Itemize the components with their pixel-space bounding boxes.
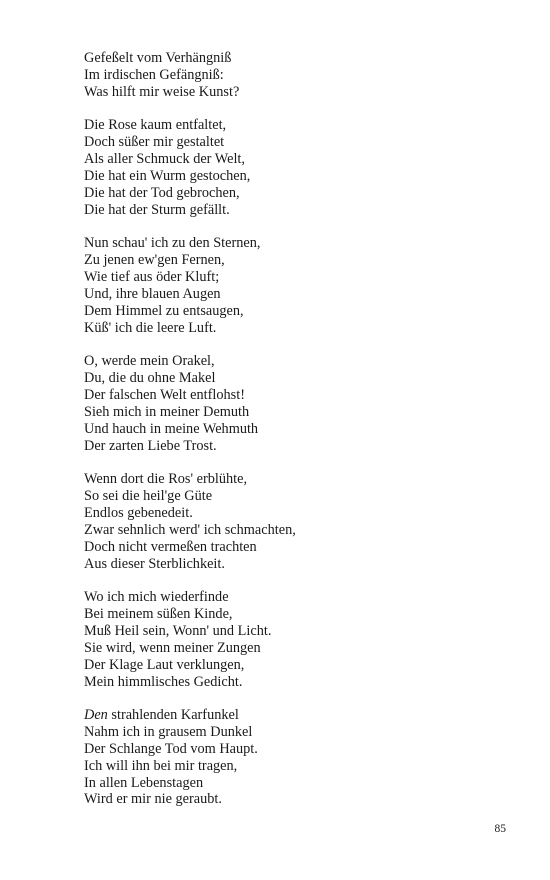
verse-line: Dem Himmel zu entsaugen, [84, 302, 244, 319]
stanza-4 [84, 353, 504, 454]
verse-line: Die hat der Tod gebrochen, [84, 184, 240, 201]
poem [84, 50, 504, 825]
verse-line: Wie tief aus öder Kluft; [84, 268, 220, 285]
verse-line: Die hat ein Wurm gestochen, [84, 167, 251, 184]
verse-line: Gefeßelt vom Verhängniß [84, 50, 232, 66]
verse-line: Und hauch in meine Wehmuth [84, 420, 259, 437]
verse-line: Doch süßer mir gestaltet [84, 134, 225, 151]
verse-line: Nun schau' ich zu den Sternen, [84, 235, 261, 252]
verse-line: O, werde mein Orakel, [84, 353, 215, 370]
verse-line: Im irdischen Gefängniß: [84, 66, 224, 83]
verse-line [84, 707, 504, 724]
verse-line: In allen Lebenstagen [84, 774, 204, 791]
verse-line: Endlos gebenedeit. [84, 504, 193, 521]
stanza-6 [84, 589, 504, 690]
verse-line: Wo ich mich wiederfinde [84, 588, 229, 605]
verse-line: Bei meinem süßen Kinde, [84, 605, 233, 622]
verse-line: Und, ihre blauen Augen [84, 285, 221, 302]
verse-line: Die hat der Sturm gefällt. [84, 201, 230, 218]
verse-line: Mein himmlisches Gedicht. [84, 673, 243, 690]
verse-line: Doch nicht vermeßen trachten [84, 538, 257, 555]
verse-line: So sei die heil'ge Güte [84, 487, 213, 504]
verse-line: Der Klage Laut verklungen, [84, 656, 245, 673]
verse-line: Nahm ich in grausem Dunkel [84, 723, 253, 740]
verse-line: Sie wird, wenn meiner Zungen [84, 639, 261, 656]
stanza-2 [84, 117, 504, 218]
page-number: 85 [494, 823, 506, 835]
verse-line: Zwar sehnlich werd' ich schmachten, [84, 521, 296, 538]
stanza-7 [84, 707, 504, 808]
verse-line-rest: strahlenden Karfunkel [107, 706, 239, 723]
verse-line: Was hilft mir weise Kunst? [84, 83, 240, 100]
verse-line: Der falschen Welt entflohst! [84, 386, 245, 403]
verse-line: Wenn dort die Ros' erblühte, [84, 471, 248, 488]
verse-line: Küß' ich die leere Luft. [84, 319, 217, 336]
verse-line: Als aller Schmuck der Welt, [84, 151, 245, 168]
italic-word: Den [84, 706, 108, 723]
verse-line: Ich will ihn bei mir tragen, [84, 757, 238, 774]
stanza-3 [84, 235, 504, 336]
verse-line: Muß Heil sein, Wonn' und Licht. [84, 622, 272, 639]
verse-line: Zu jenen ew'gen Fernen, [84, 252, 225, 269]
verse-line: Der Schlange Tod vom Haupt. [84, 740, 258, 757]
verse-line: Aus dieser Sterblichkeit. [84, 555, 225, 572]
stanza-5 [84, 471, 504, 572]
verse-line: Wird er mir nie geraubt. [84, 791, 222, 808]
verse-line: Der zarten Liebe Trost. [84, 437, 217, 454]
verse-line: Die Rose kaum entfaltet, [84, 117, 227, 134]
verse-line: Du, die du ohne Makel [84, 370, 216, 386]
verse-line: Sieh mich in meiner Demuth [84, 403, 250, 420]
stanza-1 [84, 50, 504, 101]
